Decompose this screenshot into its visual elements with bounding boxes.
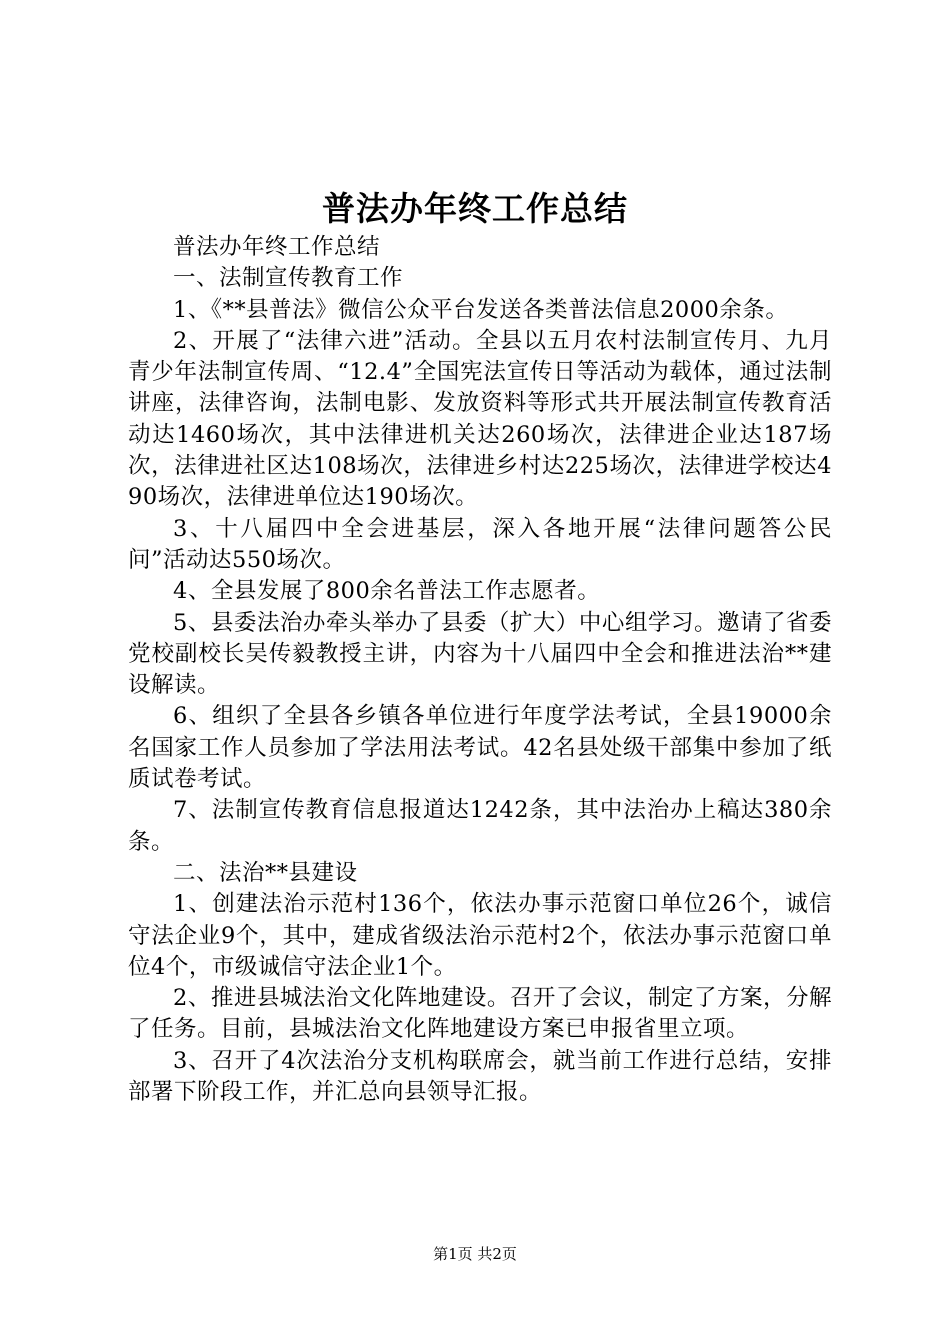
document-body	[128, 232, 832, 1108]
paragraph: 1、《**县普法》微信公众平台发送各类普法信息2000余条。	[173, 296, 789, 323]
document-title: 普法办年终工作总结	[322, 189, 628, 228]
paragraph: 5、县委法治办牵头举办了县委（扩大）中心组学习。邀请了省委党校副校长吴传毅教授主讲，内容为十八届四中全会和推进法治**建设解读。	[128, 609, 832, 699]
paragraph: 2、开展了“法律六进”活动。全县以五月农村法制宣传月、九月青少年法制宣传周、“12.4”全国宪法宣传日等活动为载体，通过法制讲座，法律咨询，法制电影、发放资料等形式共开展法制宣传教育活动达1460场次，其中法律进机关达260场次，法律进企业达187场次，法律进社区达108场次，法律进乡村达225场次，法律进学校达490场次，法律进单位达190场次。	[128, 327, 832, 511]
paragraph: 7、法制宣传教育信息报道达1242条，其中法治办上稿达380余条。	[128, 797, 832, 855]
paragraph: 4、全县发展了800余名普法工作志愿者。	[173, 578, 601, 605]
page-number-footer: 第1页 共2页	[433, 1245, 517, 1263]
paragraph: 2、推进县城法治文化阵地建设。召开了会议，制定了方案，分解了任务。目前，县城法治文化阵地建设方案已申报省里立项。	[128, 985, 832, 1043]
paragraph: 6、组织了全县各乡镇各单位进行年度学法考试，全县19000余名国家工作人员参加了学法用法考试。42名县处级干部集中参加了纸质试卷考试。	[128, 703, 832, 793]
section-heading: 一、法制宣传教育工作	[173, 265, 404, 292]
section-heading: 二、法治**县建设	[173, 859, 358, 886]
paragraph: 普法办年终工作总结	[173, 234, 381, 260]
paragraph: 1、创建法治示范村136个，依法办事示范窗口单位26个，诚信守法企业9个，其中，建成省级法治示范村2个，依法办事示范窗口单位4个，市级诚信守法企业1个。	[128, 891, 832, 980]
paragraph: 3、召开了4次法治分支机构联席会，就当前工作进行总结，安排部署下阶段工作，并汇总向县领导汇报。	[128, 1047, 832, 1106]
paragraph: 3、十八届四中全会进基层，深入各地开展“法律问题答公民问”活动达550场次。	[128, 515, 832, 573]
